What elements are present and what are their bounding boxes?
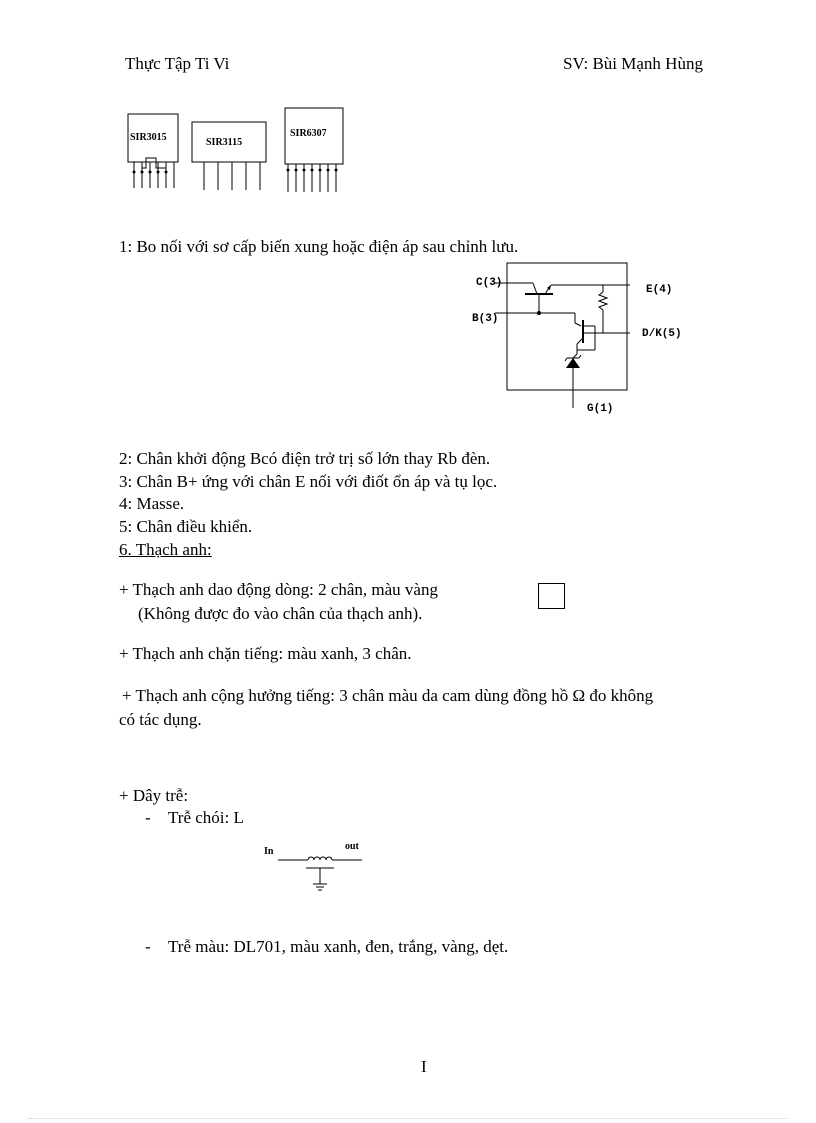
ic-package-sir3115 xyxy=(192,122,266,190)
ic-label-sir6307: SIR6307 xyxy=(290,128,327,139)
crystal-item-3-cont: có tác dụng. xyxy=(119,710,202,729)
delay-in-label: In xyxy=(264,846,274,857)
section-crystal-heading: 6. Thạch anh: xyxy=(119,540,212,559)
bullet-marker: - xyxy=(145,937,151,956)
delay-heading: + Dây trễ: xyxy=(119,786,189,805)
page-number: I xyxy=(421,1057,427,1076)
circuit-label-c3: C(3) xyxy=(476,277,503,289)
bullet-marker: - xyxy=(145,808,151,827)
regulator-circuit-diagram xyxy=(495,258,645,418)
crystal-symbol-box xyxy=(538,583,565,609)
delay-luma-item: Trễ chói: L xyxy=(168,808,244,827)
pin4-description: 4: Masse. xyxy=(119,494,185,513)
delay-chroma-item: Trễ màu: DL701, màu xanh, đen, trắng, vàng, dẹt. xyxy=(168,937,509,956)
crystal-item-1-note: (Không được đo vào chân của thạch anh). xyxy=(138,604,423,623)
ic-label-sir3115: SIR3115 xyxy=(206,137,243,148)
footer-divider xyxy=(28,1118,788,1119)
crystal-item-1: + Thạch anh dao động dòng: 2 chân, màu vàng xyxy=(119,580,438,599)
circuit-label-b3: B(3) xyxy=(472,313,499,325)
delay-out-label: out xyxy=(345,841,359,852)
circuit-label-e4: E(4) xyxy=(646,284,673,296)
pin5-description: 5: Chân điều khiển. xyxy=(119,517,253,536)
ic-packages-figure xyxy=(120,100,360,200)
crystal-item-2: + Thạch anh chặn tiếng: màu xanh, 3 chân. xyxy=(119,644,412,663)
delay-line-symbol xyxy=(276,850,366,895)
pin2-description: 2: Chân khởi động Bcó điện trở trị số lớn thay Rb đèn. xyxy=(119,449,491,468)
circuit-label-dk5: D/K(5) xyxy=(642,328,682,340)
header-author: SV: Bùi Mạnh Hùng xyxy=(563,54,703,73)
header-left-title: Thực Tập Ti Vi xyxy=(125,54,230,73)
ic-package-sir6307 xyxy=(285,108,343,192)
ic-label-sir3015: SIR3015 xyxy=(130,132,167,143)
ic-package-sir3015 xyxy=(128,114,178,188)
pin1-description: 1: Bo nối với sơ cấp biến xung hoặc điện áp sau chỉnh lưu. xyxy=(119,237,519,256)
crystal-item-3: + Thạch anh cộng hưởng tiếng: 3 chân màu da cam dùng đồng hồ Ω đo không xyxy=(122,686,654,705)
circuit-label-g1: G(1) xyxy=(587,403,614,415)
pin3-description: 3: Chân B+ ứng với chân E nối với điốt ổn áp và tụ lọc. xyxy=(119,472,498,491)
